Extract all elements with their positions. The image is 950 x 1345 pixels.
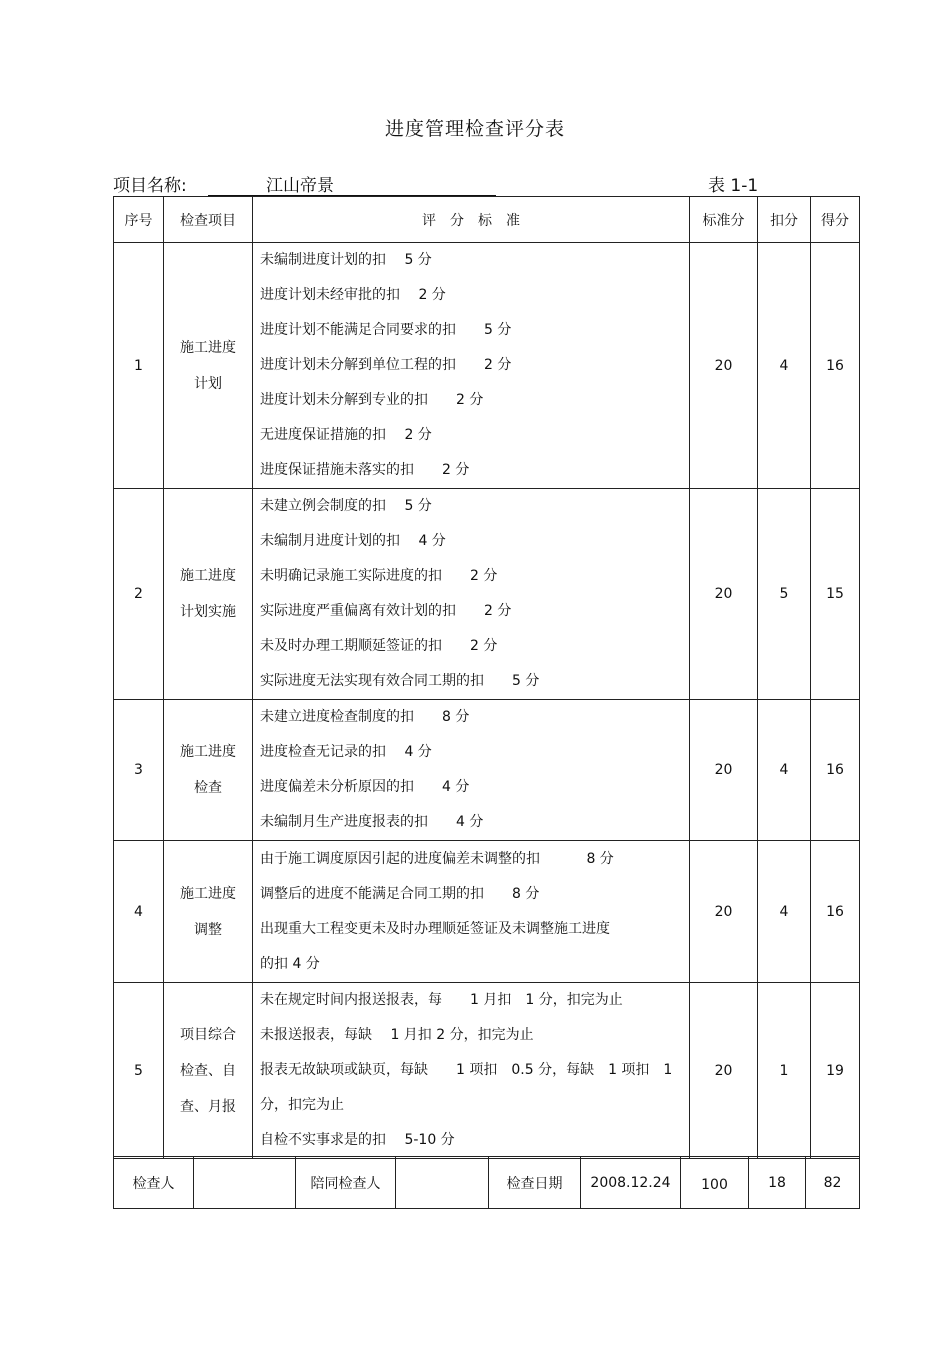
- criteria-line: 实际进度严重偏离有效计划的扣 2 分: [260, 603, 512, 619]
- row-deduct: 5: [758, 489, 811, 700]
- row-score: 16: [811, 700, 860, 841]
- criteria-line: 进度计划未经审批的扣 2 分: [260, 287, 446, 303]
- date-label: 检查日期: [489, 1157, 581, 1209]
- row-item: [164, 700, 253, 841]
- header-deduct: 扣分: [758, 197, 811, 243]
- item-line: 项目综合: [180, 1026, 236, 1043]
- criteria-line: 自检不实事求是的扣 5-10 分: [260, 1132, 455, 1148]
- total-score: 82: [806, 1157, 860, 1209]
- row-deduct: 4: [758, 841, 811, 983]
- table-row: [114, 700, 860, 841]
- item-line: 施工进度: [180, 568, 236, 584]
- table-row: [114, 983, 860, 1159]
- criteria-line: 未报送报表，每缺 1 月扣 2 分，扣完为止: [260, 1027, 534, 1043]
- row-criteria: [253, 841, 690, 983]
- criteria-line: 由于施工调度原因引起的进度偏差未调整的扣 8 分: [260, 850, 614, 867]
- accompany-label: 陪同检查人: [296, 1157, 396, 1209]
- footer-row: [114, 1157, 860, 1209]
- inspector-value: [194, 1157, 296, 1209]
- row-criteria: [253, 243, 690, 489]
- row-seq: 3: [114, 700, 164, 841]
- row-item: [164, 983, 253, 1159]
- criteria-line: 进度检查无记录的扣 4 分: [260, 744, 432, 760]
- row-criteria: [253, 983, 690, 1159]
- row-item: [164, 243, 253, 489]
- table-row: [114, 243, 860, 489]
- item-line: 查、月报: [180, 1098, 236, 1115]
- criteria-line: 未建立例会制度的扣 5 分: [260, 498, 432, 514]
- row-item: [164, 841, 253, 983]
- row-score: 16: [811, 841, 860, 983]
- header-standard: 标准分: [690, 197, 758, 243]
- item-line: 计划: [194, 375, 222, 392]
- row-item: [164, 489, 253, 700]
- criteria-line: 未在规定时间内报送报表，每 1 月扣 1 分，扣完为止: [260, 992, 623, 1008]
- total-deduct: 18: [749, 1157, 806, 1209]
- criteria-line: 未编制月生产进度报表的扣 4 分: [260, 814, 484, 830]
- criteria-line: 报表无故缺项或缺页，每缺 1 项扣 0.5 分，每缺 1 项扣 1: [260, 1062, 673, 1078]
- row-seq: 1: [114, 243, 164, 489]
- project-name-label: 项目名称:: [113, 176, 187, 196]
- row-score: 16: [811, 243, 860, 489]
- date-value: 2008.12.24: [581, 1157, 681, 1209]
- criteria-line: 未编制进度计划的扣 5 分: [260, 252, 432, 268]
- item-line: 检查、自: [180, 1062, 236, 1079]
- header-score: 得分: [811, 197, 860, 243]
- accompany-value: [396, 1157, 489, 1209]
- item-line: 施工进度: [180, 339, 236, 356]
- table-number: 表 1-1: [708, 176, 759, 196]
- row-criteria: [253, 700, 690, 841]
- table-row: [114, 841, 860, 983]
- row-standard: 20: [690, 700, 758, 841]
- criteria-line: 无进度保证措施的扣 2 分: [260, 427, 432, 443]
- row-score: 15: [811, 489, 860, 700]
- criteria-line: 进度计划未分解到专业的扣 2 分: [260, 392, 484, 408]
- header-seq: 序号: [114, 197, 164, 243]
- criteria-line: 的扣 4 分: [260, 955, 320, 972]
- project-name-value: 江山帝景: [208, 171, 496, 196]
- row-seq: 4: [114, 841, 164, 983]
- footer-table: [113, 1156, 860, 1209]
- row-standard: 20: [690, 243, 758, 489]
- criteria-line: 未建立进度检查制度的扣 8 分: [260, 709, 470, 725]
- inspector-label: 检查人: [114, 1157, 194, 1209]
- score-table: [113, 196, 860, 1159]
- item-line: 计划实施: [180, 604, 236, 620]
- item-line: 施工进度: [180, 744, 236, 760]
- header-row: [114, 197, 860, 243]
- table-row: [114, 489, 860, 700]
- criteria-line: 未及时办理工期顺延签证的扣 2 分: [260, 638, 498, 654]
- item-line: 检查: [194, 780, 222, 796]
- criteria-line: 出现重大工程变更未及时办理顺延签证及未调整施工进度: [260, 920, 610, 937]
- criteria-line: 进度计划未分解到单位工程的扣 2 分: [260, 357, 512, 373]
- row-deduct: 4: [758, 700, 811, 841]
- criteria-line: 进度保证措施未落实的扣 2 分: [260, 462, 470, 478]
- row-standard: 20: [690, 841, 758, 983]
- item-line: 调整: [194, 921, 222, 938]
- criteria-line: 分，扣完为止: [260, 1097, 344, 1113]
- criteria-line: 进度偏差未分析原因的扣 4 分: [260, 779, 470, 795]
- row-criteria: [253, 489, 690, 700]
- row-deduct: 1: [758, 983, 811, 1159]
- item-line: 施工进度: [180, 885, 236, 902]
- row-seq: 5: [114, 983, 164, 1159]
- criteria-line: 实际进度无法实现有效合同工期的扣 5 分: [260, 673, 540, 689]
- criteria-line: 进度计划不能满足合同要求的扣 5 分: [260, 322, 512, 338]
- row-seq: 2: [114, 489, 164, 700]
- page-title: 进度管理检查评分表: [384, 118, 565, 140]
- header-criteria: 评 分 标 准: [253, 197, 690, 243]
- criteria-line: 未编制月进度计划的扣 4 分: [260, 533, 446, 549]
- row-standard: 20: [690, 983, 758, 1159]
- row-standard: 20: [690, 489, 758, 700]
- row-score: 19: [811, 983, 860, 1159]
- header-item: 检查项目: [164, 197, 253, 243]
- criteria-line: 未明确记录施工实际进度的扣 2 分: [260, 568, 498, 584]
- total-standard: 100: [681, 1157, 749, 1209]
- criteria-line: 调整后的进度不能满足合同工期的扣 8 分: [260, 885, 540, 902]
- row-deduct: 4: [758, 243, 811, 489]
